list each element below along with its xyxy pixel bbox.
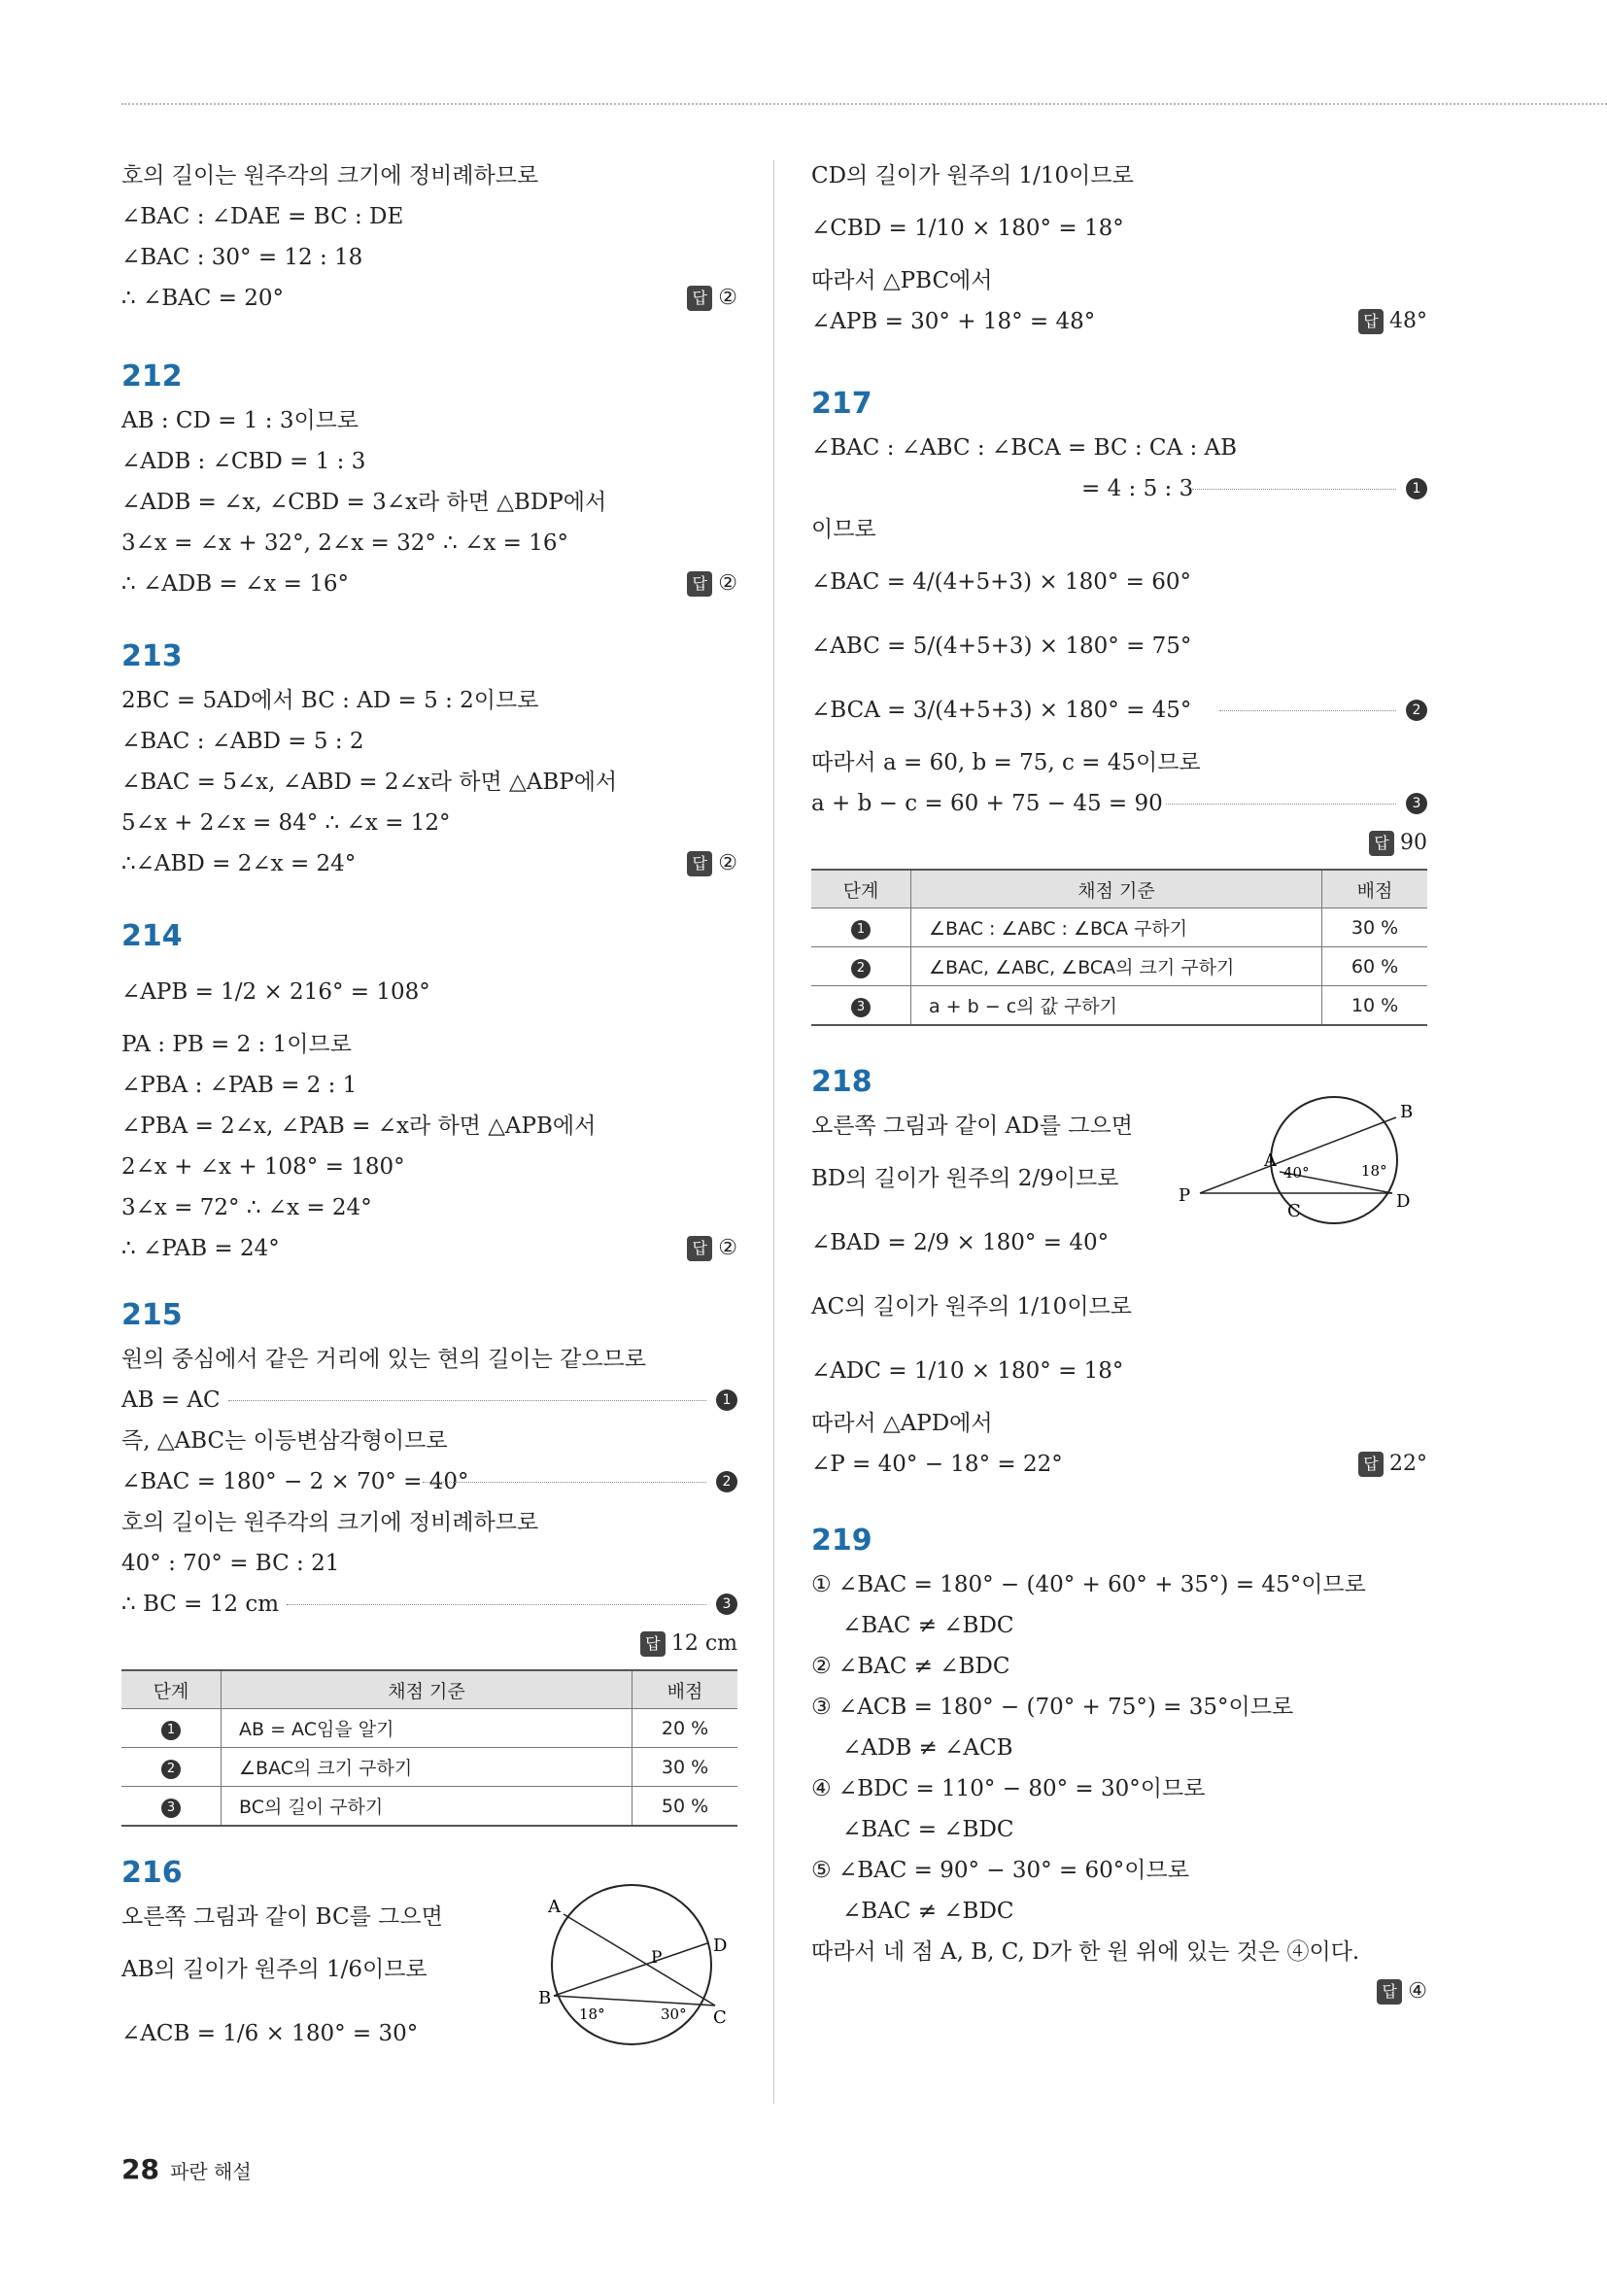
text-line: PA : PB = 2 : 1이므로 [121,1032,352,1057]
label-b: B [538,1988,552,2008]
text-line: ∠BAC : 30° = 12 : 18 [121,245,363,270]
problem-215 [121,1298,737,1827]
table-cell: 30 % [1322,908,1428,947]
text-line: ∠ADC = 1/10 × 180° = 18° [811,1358,1124,1384]
step-marker: 3 [716,1593,737,1615]
answer [1358,301,1427,342]
page-label: 파란 해설 [170,2160,252,2183]
text-line-content: = 4 : 5 : 3 [1081,476,1194,501]
text-line: ② ∠BAC ≠ ∠BDC [811,1654,1010,1679]
problem-number: 214 [121,919,183,953]
left-column [121,155,737,2118]
step-marker: 1 [161,1721,181,1740]
chord-bd [554,1943,707,1996]
text-line: ∠BAC ≠ ∠BDC [842,1899,1014,1924]
text-line: ∠ADB ≠ ∠ACB [842,1735,1013,1761]
text-line: 3∠x = 72° ∴ ∠x = 24° [121,1195,372,1220]
answer [687,564,737,604]
leader-dots [228,1400,706,1401]
problem-214 [121,919,737,1269]
label-c: C [713,2007,727,2028]
text-line: ∠BAC = 4/(4+5+3) × 180° = 60° [811,569,1191,595]
text-line: 따라서 a = 60, b = 75, c = 45이므로 [811,750,1201,775]
problem-number: 218 [811,1065,872,1099]
table-row [811,986,1427,1026]
table-cell [121,1748,222,1787]
text-line [811,468,1427,509]
text-line: 3∠x = ∠x + 32°, 2∠x = 32° ∴ ∠x = 16° [121,531,568,556]
problem-number: 217 [811,387,872,421]
problem-number: 212 [121,360,183,394]
problem-number: 216 [121,1856,183,1890]
grading-table [811,869,1427,1026]
text-line: 호의 길이는 원주각의 크기에 정비례하므로 [121,163,539,188]
text-line-content: ∠P = 40° − 18° = 22° [811,1452,1063,1477]
text-line: ∠BAC = ∠BDC [842,1817,1014,1842]
table-row [121,1748,737,1787]
table-cell [811,908,911,947]
table-header: 단계 [811,870,911,908]
answer-value: 90 [1400,831,1427,855]
answer [121,1625,737,1663]
answer [811,824,1427,863]
table-header: 배점 [1322,870,1428,908]
text-line: ∠BAD = 2/9 × 180° = 40° [811,1230,1110,1255]
answer-value: ② [718,851,737,875]
problem-217 [811,387,1427,1026]
table-row [811,908,1427,947]
table-header-row [121,1670,737,1709]
text-line-content: ∴ BC = 12 cm [121,1592,280,1617]
text-line: ⑤ ∠BAC = 90° − 30° = 60°이므로 [811,1858,1189,1883]
text-line [811,1444,1427,1485]
text-line: 5∠x + 2∠x = 84° ∴ ∠x = 12° [121,810,451,836]
answer-value: ② [718,1236,737,1260]
answer [687,1228,737,1269]
step-marker: 1 [716,1389,737,1411]
text-line: 즉, △ABC는 이등변삼각형이므로 [121,1428,448,1454]
answer [687,843,737,884]
text-line: 따라서 △PBC에서 [811,268,993,293]
text-line: 따라서 네 점 A, B, C, D가 한 원 위에 있는 것은 ④이다. [811,1939,1360,1965]
label-d: D [713,1936,728,1956]
answer-value: 48° [1389,309,1427,333]
answer-badge: 답 [687,571,712,597]
answer-badge: 답 [1369,831,1394,856]
text-line [121,1228,737,1269]
label-a: A [548,1897,561,1917]
answer [811,1972,1427,2011]
problem-number: 215 [121,1298,183,1332]
table-cell [121,1787,222,1827]
leader-dots [1219,710,1396,711]
table-header: 채점 기준 [911,870,1322,908]
top-divider [121,103,1607,105]
text-line [121,1380,737,1421]
text-line: CD의 길이가 원주의 1/10이므로 [811,163,1134,188]
answer-badge: 답 [1377,1979,1402,2005]
table-header: 채점 기준 [222,1670,633,1709]
angle-18: 18° [579,2005,605,2023]
table-cell: 10 % [1322,986,1428,1026]
table-row [121,1709,737,1748]
leader-dots [423,1482,706,1483]
text-line: ∠BAC : ∠ABD = 5 : 2 [121,729,364,754]
label-p: P [1179,1185,1191,1206]
text-line: ∠PBA = 2∠x, ∠PAB = ∠x라 하면 △APB에서 [121,1114,597,1139]
table-cell: 50 % [633,1787,738,1827]
problem-212 [121,360,737,604]
text-line [811,678,1427,742]
table-cell: ∠BAC : ∠ABC : ∠BCA 구하기 [911,908,1322,947]
text-line: ④ ∠BDC = 110° − 80° = 30°이므로 [811,1776,1206,1801]
answer-value: ④ [1408,1979,1427,2004]
table-header: 배점 [633,1670,738,1709]
answer-badge: 답 [640,1631,666,1657]
label-c: C [1287,1201,1301,1221]
text-line-content: ∠BCA = 3/(4+5+3) × 180° = 45° [811,698,1192,723]
page-footer [121,2153,252,2185]
angle-40: 40° [1283,1164,1310,1182]
problem-216 [121,1856,737,2066]
text-line-content: ∴ ∠PAB = 24° [121,1236,280,1261]
text-line: ① ∠BAC = 180° − (40° + 60° + 35°) = 45°이므로 [811,1572,1366,1597]
chord-bc [554,1996,715,2005]
intro-block-left [121,155,737,319]
step-marker: 2 [1406,700,1427,721]
text-line: AB : CD = 1 : 3이므로 [121,408,359,433]
table-row [121,1787,737,1827]
text-line: 40° : 70° = BC : 21 [121,1551,340,1576]
circle [552,1885,711,2044]
text-line: BD의 길이가 원주의 2/9이므로 [811,1166,1119,1191]
text-line: ∠APB = 1/2 × 216° = 108° [121,979,430,1005]
text-line: 원의 중심에서 같은 거리에 있는 현의 길이는 같으므로 [121,1347,646,1372]
text-line: ∠BAC = 5∠x, ∠ABD = 2∠x라 하면 △ABP에서 [121,770,618,795]
step-marker: 2 [851,959,871,978]
table-header: 단계 [121,1670,222,1709]
text-line: 2∠x + ∠x + 108° = 180° [121,1154,405,1180]
text-line: ∠PBA : ∠PAB = 2 : 1 [121,1073,358,1098]
text-line: ∠ADB : ∠CBD = 1 : 3 [121,449,366,474]
table-cell [811,986,911,1026]
label-a: A [1264,1150,1277,1171]
text-line: 호의 길이는 원주각의 크기에 정비례하므로 [121,1510,539,1535]
answer-value: 12 cm [670,1631,737,1656]
answer [687,278,737,319]
circle-diagram-218 [1171,1092,1433,1228]
right-column [811,155,1427,2064]
text-line-content: ∠BAC = 180° − 2 × 70° = 40° [121,1469,469,1494]
table-cell: 20 % [633,1709,738,1748]
table-cell: BC의 길이 구하기 [222,1787,633,1827]
step-marker: 1 [851,920,871,940]
column-divider [773,160,774,2104]
leader-dots [1166,804,1396,805]
table-cell: 60 % [1322,947,1428,986]
step-marker: 3 [1406,793,1427,814]
problem-213 [121,639,737,884]
leader-dots [287,1604,706,1605]
text-line-content: ∴ ∠ADB = ∠x = 16° [121,571,349,597]
circle-diagram-216 [534,1875,729,2050]
answer-value: 22° [1389,1452,1427,1476]
text-line: 2BC = 5AD에서 BC : AD = 5 : 2이므로 [121,688,539,713]
table-header-row [811,870,1427,908]
text-line [811,783,1427,824]
label-p: P [651,1948,663,1968]
problem-number: 213 [121,639,183,673]
text-line: AB의 길이가 원주의 1/6이므로 [121,1957,427,1982]
leader-dots [1192,489,1396,490]
text-line: ∠CBD = 1/10 × 180° = 18° [811,216,1124,241]
step-marker: 2 [161,1760,181,1779]
table-cell: a + b − c의 값 구하기 [911,986,1322,1026]
table-cell [811,947,911,986]
text-line: ∠ABC = 5/(4+5+3) × 180° = 75° [811,634,1192,659]
text-line [121,843,737,884]
text-line: ∠BAC ≠ ∠BDC [842,1613,1014,1638]
label-b: B [1400,1102,1414,1122]
text-line: ∠ACB = 1/6 × 180° = 30° [121,2021,419,2046]
problem-218 [811,1065,1427,1485]
intro-block-right [811,155,1427,342]
answer-badge: 답 [687,286,712,311]
text-line: AC의 길이가 원주의 1/10이므로 [811,1294,1132,1319]
angle-18: 18° [1361,1162,1387,1180]
answer-badge: 답 [687,851,712,876]
label-d: D [1396,1191,1411,1212]
text-line [121,1584,737,1625]
table-cell: AB = AC임을 알기 [222,1709,633,1748]
grading-table [121,1669,737,1827]
answer [1358,1444,1427,1485]
text-line: 이므로 [811,517,876,542]
table-cell: ∠BAC, ∠ABC, ∠BCA의 크기 구하기 [911,947,1322,986]
answer-badge: 답 [687,1236,712,1261]
answer-badge: 답 [1358,309,1384,334]
secant-pb [1200,1117,1396,1193]
text-line-content: AB = AC [121,1388,221,1413]
text-line: 오른쪽 그림과 같이 BC를 그으면 [121,1904,443,1930]
answer-value: ② [718,286,737,310]
text-line: ∠BAC : ∠ABC : ∠BCA = BC : CA : AB [811,435,1238,461]
step-marker: 3 [161,1799,181,1818]
step-marker: 3 [851,998,871,1017]
step-marker: 1 [1406,478,1427,499]
chord-ac [564,1914,715,2005]
table-row [811,947,1427,986]
problem-219 [811,1524,1427,2011]
step-marker: 2 [716,1471,737,1492]
text-line [121,564,737,604]
problem-number: 219 [811,1524,872,1558]
answer-badge: 답 [1358,1452,1384,1477]
text-line-content: ∴∠ABD = 2∠x = 24° [121,851,357,876]
text-line: ∠BAC : ∠DAE = BC : DE [121,204,404,229]
page-number: 28 [121,2153,159,2185]
table-cell: 30 % [633,1748,738,1787]
text-line-content: ∴ ∠BAC = 20° [121,286,284,311]
angle-30: 30° [661,2005,687,2023]
text-line [121,1461,737,1502]
text-line: ③ ∠ACB = 180° − (70° + 75°) = 35°이므로 [811,1695,1294,1720]
text-line-content: a + b − c = 60 + 75 − 45 = 90 [811,791,1163,816]
text-line: 오른쪽 그림과 같이 AD를 그으면 [811,1114,1133,1139]
text-line: 따라서 △APD에서 [811,1411,993,1436]
text-line [811,301,1427,342]
table-cell [121,1709,222,1748]
text-line: ∠ADB = ∠x, ∠CBD = 3∠x라 하면 △BDP에서 [121,490,607,515]
text-line-content: ∠APB = 30° + 18° = 48° [811,309,1096,334]
table-cell: ∠BAC의 크기 구하기 [222,1748,633,1787]
answer-value: ② [718,571,737,596]
text-line [121,278,737,319]
